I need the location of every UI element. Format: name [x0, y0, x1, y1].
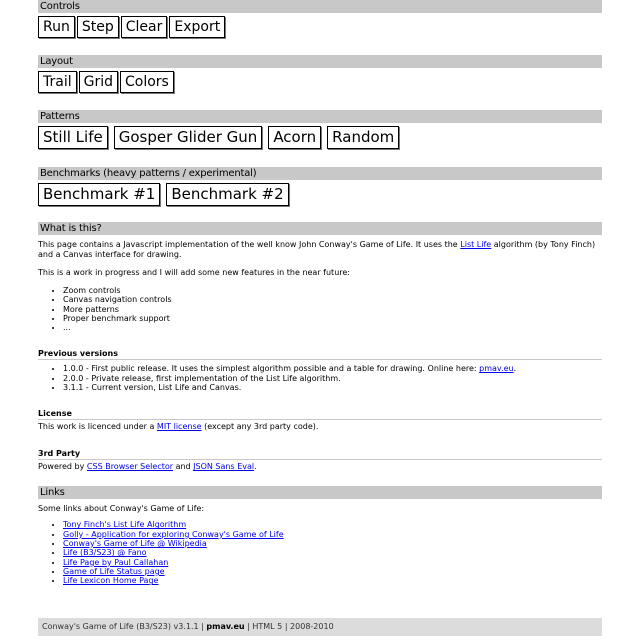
versions-list: [38, 364, 602, 392]
list-item: • More patterns: [63, 305, 602, 314]
benchmarks-header: Benchmarks (heavy patterns / experimental): [38, 167, 602, 180]
list-item: [63, 539, 602, 548]
patterns-header: Patterns: [38, 110, 602, 123]
list-item: • 3.1.1 - Current version, List Life and Canvas.: [63, 383, 602, 392]
css-browser-selector-link[interactable]: CSS Browser Selector: [86, 462, 174, 472]
license-heading: License: [38, 408, 602, 420]
still-life-button[interactable]: Still Life: [38, 126, 108, 149]
previous-versions-heading: Previous versions: [38, 348, 602, 360]
list-item: [63, 567, 602, 576]
what-is-this-header: What is this?: [38, 222, 602, 235]
gosper-glider-gun-button[interactable]: Gosper Glider Gun: [114, 126, 263, 149]
export-button[interactable]: Export: [169, 16, 225, 38]
benchmark-2-button[interactable]: Benchmark #2: [166, 183, 288, 206]
about-paragraph: This page contains a Javascript implementation of the well know John Conway's Game of Life. It uses the List Life algorithm (by Tony Finch) and a Canvas interface for drawing.: [38, 240, 596, 259]
third-party-text: Powered by CSS Browser Selector and JSON Sans Eval.: [38, 462, 257, 472]
controls-buttons: [38, 16, 602, 44]
footer-brand: pmav.eu: [206, 622, 245, 631]
footer: Conway's Game of Life (B3/S23) v3.1.1 | pmav.eu | HTML 5 | 2008-2010: [38, 618, 602, 636]
link-tony-finch[interactable]: Tony Finch's List Life Algorithm: [63, 520, 187, 530]
list-item: • Proper benchmark support: [63, 314, 602, 323]
layout-header: Layout: [38, 55, 602, 68]
run-button[interactable]: Run: [38, 16, 75, 38]
link-wikipedia[interactable]: Conway's Game of Life @ Wikipedia: [63, 538, 207, 548]
link-fano[interactable]: Life (B3/S23) @ Fano: [63, 548, 147, 558]
third-party-heading: 3rd Party: [38, 448, 602, 460]
list-item: • Zoom controls: [63, 286, 602, 295]
link-life-lexicon[interactable]: Life Lexicon Home Page: [63, 576, 159, 586]
list-item: [63, 576, 602, 585]
benchmarks-buttons: [38, 183, 602, 211]
step-button[interactable]: Step: [77, 16, 119, 38]
list-item: [63, 530, 602, 539]
list-item: • 1.0.0 - First public release. It uses the simplest algorithm possible and a table for drawing. Online here: pmav.eu.: [63, 364, 602, 373]
json-sans-eval-link[interactable]: JSON Sans Eval: [193, 462, 255, 472]
patterns-buttons: [38, 126, 602, 154]
link-golly[interactable]: Golly - Application for exploring Conway's Game of Life: [63, 529, 284, 539]
links-header: Links: [38, 486, 602, 499]
list-item: [63, 520, 602, 529]
list-item: [63, 558, 602, 567]
benchmark-1-button[interactable]: Benchmark #1: [38, 183, 160, 206]
list-item: • 2.0.0 - Private release, first implementation of the List Life algorithm.: [63, 374, 602, 383]
link-paul-callahan[interactable]: Life Page by Paul Callahan: [63, 557, 169, 567]
features-list: [38, 286, 602, 332]
trail-button[interactable]: Trail: [38, 71, 77, 93]
clear-button[interactable]: Clear: [121, 16, 168, 38]
mit-license-link[interactable]: MIT license: [156, 422, 202, 432]
colors-button[interactable]: Colors: [120, 71, 174, 93]
links-intro: Some links about Conway's Game of Life:: [38, 504, 205, 514]
controls-header: Controls: [38, 0, 602, 13]
license-text: This work is licenced under a MIT license (except any 3rd party code).: [38, 422, 319, 432]
acorn-button[interactable]: Acorn: [268, 126, 321, 149]
main-content: [38, 0, 602, 585]
links-list: [38, 520, 602, 585]
random-button[interactable]: Random: [327, 126, 399, 149]
list-life-link[interactable]: List Life: [460, 240, 492, 249]
link-status-page[interactable]: Game of Life Status page: [63, 566, 165, 576]
list-item: • ...: [63, 323, 602, 332]
list-item: [63, 548, 602, 557]
list-item: • Canvas navigation controls: [63, 295, 602, 304]
layout-buttons: [38, 71, 602, 99]
work-in-progress-text: This is a work in progress and I will add some new features in the near future:: [38, 268, 350, 277]
pmav-link[interactable]: pmav.eu: [479, 364, 514, 374]
grid-button[interactable]: Grid: [79, 71, 118, 93]
